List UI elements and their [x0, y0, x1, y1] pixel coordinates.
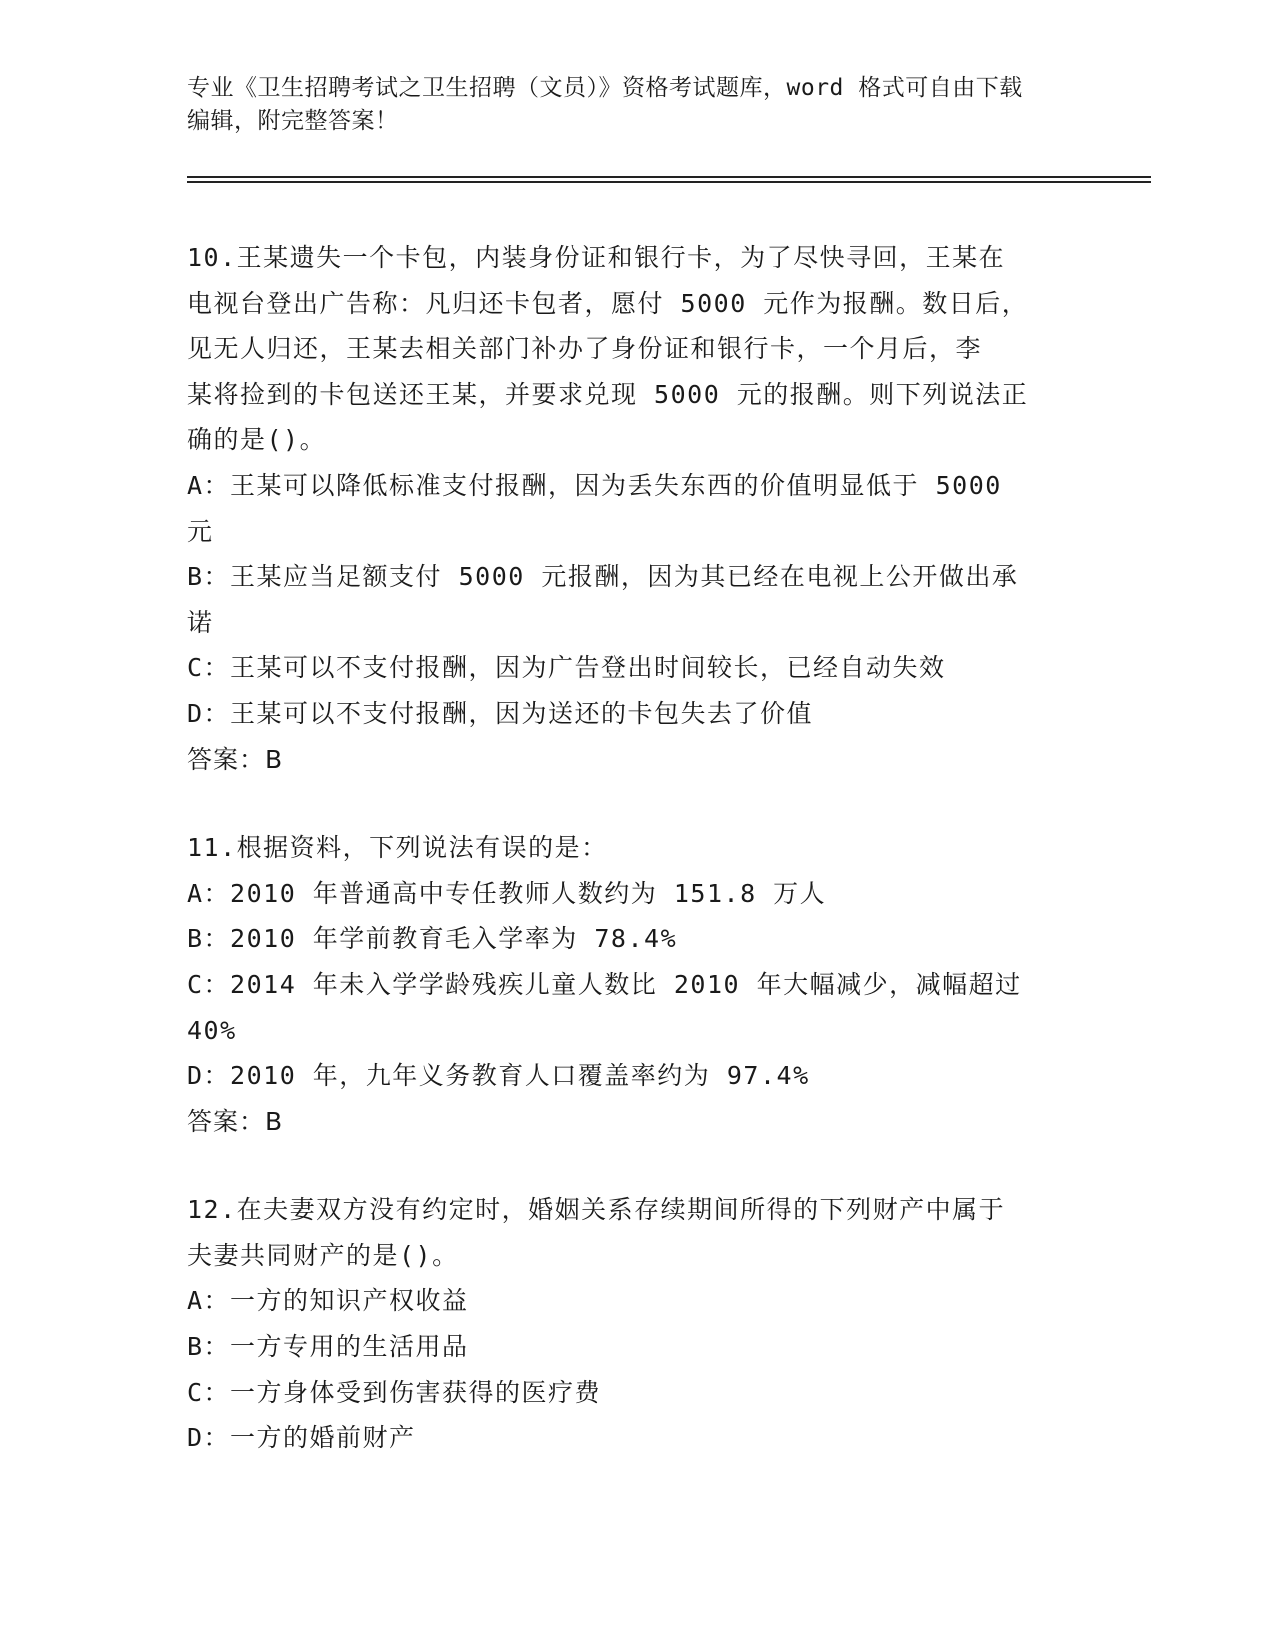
- question-stem-line: 电视台登出广告称：凡归还卡包者，愿付 5000 元作为报酬。数日后，: [187, 288, 1029, 318]
- option-a: A：2010 年普通高中专任教师人数约为 151.8 万人: [187, 878, 827, 908]
- header-line-1: 专业《卫生招聘考试之卫生招聘（文员）》资格考试题库，word 格式可自由下载: [187, 75, 1023, 101]
- option-d: D：王某可以不支付报酬，因为送还的卡包失去了价值: [187, 698, 814, 728]
- question-stem-line: 见无人归还，王某去相关部门补办了身份证和银行卡，一个月后，李: [187, 334, 983, 364]
- option-b: B：王某应当足额支付 5000 元报酬，因为其已经在电视上公开做出承: [187, 562, 1019, 592]
- option-b: B：一方专用的生活用品: [187, 1332, 469, 1362]
- option-a-continued: 元: [187, 516, 214, 546]
- document-header: [187, 72, 1087, 138]
- question-stem-line: 11.根据资料，下列说法有误的是：: [187, 833, 608, 863]
- option-a: A：一方的知识产权收益: [187, 1286, 469, 1316]
- question-12: [187, 1187, 1087, 1461]
- option-d: D：一方的婚前财产: [187, 1423, 416, 1453]
- option-a: A：王某可以降低标准支付报酬，因为丢失东西的价值明显低于 5000: [187, 470, 1002, 500]
- question-11: [187, 825, 1087, 1144]
- answer-label: 答案：B: [187, 1106, 284, 1136]
- question-10: [187, 235, 1087, 782]
- option-d: D：2010 年，九年义务教育人口覆盖率约为 97.4%: [187, 1061, 810, 1091]
- question-stem-line: 夫妻共同财产的是()。: [187, 1240, 459, 1270]
- option-c: C：一方身体受到伤害获得的医疗费: [187, 1377, 602, 1407]
- question-stem-line: 确的是()。: [187, 425, 327, 455]
- question-list: [187, 235, 1087, 1504]
- option-b: B：2010 年学前教育毛入学率为 78.4%: [187, 924, 678, 954]
- question-stem-line: 某将捡到的卡包送还王某，并要求兑现 5000 元的报酬。则下列说法正: [187, 379, 1029, 409]
- option-b-continued: 诺: [187, 607, 214, 637]
- header-line-2: 编辑，附完整答案！: [187, 108, 399, 134]
- option-c: C：2014 年未入学学龄残疾儿童人数比 2010 年大幅减少，减幅超过: [187, 969, 1022, 999]
- question-stem-line: 12.在夫妻双方没有约定时，婚姻关系存续期间所得的下列财产中属于: [187, 1195, 1006, 1225]
- question-stem-line: 10.王某遗失一个卡包，内装身份证和银行卡，为了尽快寻回，王某在: [187, 243, 1006, 272]
- header-divider-bottom: [187, 181, 1151, 183]
- answer-label: 答案：B: [187, 744, 284, 774]
- option-c: C：王某可以不支付报酬，因为广告登出时间较长，已经自动失效: [187, 653, 946, 683]
- header-divider-top: [187, 176, 1151, 178]
- option-c-continued: 40%: [187, 1015, 237, 1045]
